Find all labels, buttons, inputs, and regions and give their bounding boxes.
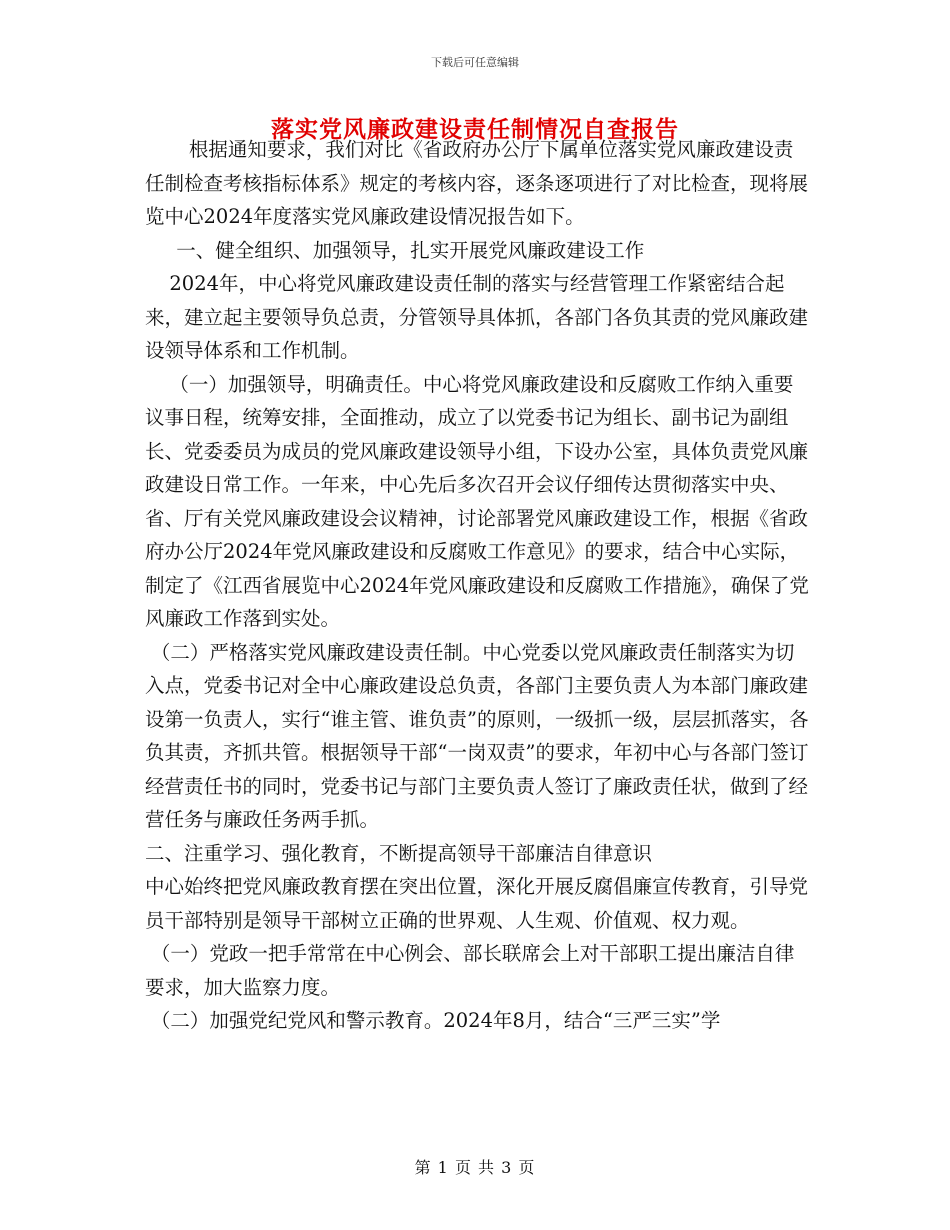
section-heading-2: 二、注重学习、强化教育，不断提高领导干部廉洁自律意识 <box>145 841 653 865</box>
paragraph-section-2: 中心始终把党风廉政教育摆在突出位置，深化开展反腐倡廉宣传教育，引导党员干部特别是领导干部树立正确的世界观、人生观、价值观、权力观。 <box>145 875 809 932</box>
document-body <box>145 133 810 1038</box>
paragraph-intro: 根据通知要求，我们对比《省政府办公厅下属单位落实党风廉政建设责任制检查考核指标体系》规定的考核内容，逐条逐项进行了对比检查，现将展览中心2024年度落实党风廉政建设情况报告如下。 <box>145 138 809 228</box>
paragraph-item-1-2: （二）严格落实党风廉政建设责任制。中心党委以党风廉政责任制落实为切入点，党委书记对全中心廉政建设总负责，各部门主要负责人为本部门廉政建设第一负责人，实行“谁主管、谁负责”的原则，一级抓一级，层层抓落实，各负其责，齐抓共管。根据领导干部“一岗双责”的要求，年初中心与各部门签订经营责任书的同时，党委书记与部门主要负责人签订了廉政责任状，做到了经营任务与廉政任务两手抓。 <box>145 640 809 831</box>
page-footer: 第 1 页 共 3 页 <box>414 1158 536 1177</box>
paragraph-item-2-2: （二）加强党纪党风和警示教育。2024年8月，结合“三严三实”学 <box>150 1009 721 1032</box>
paragraph-item-1-1: （一）加强领导，明确责任。中心将党风廉政建设和反腐败工作纳入重要议事日程，统筹安排，全面推动，成立了以党委书记为组长、副书记为副组长、党委委员为成员的党风廉政建设领导小组，下设办公室，具体负责党风廉政建设日常工作。一年来，中心先后多次召开会议仔细传达贯彻落实中央、省、厅有关党风廉政建设会议精神，讨论部署党风廉政建设工作，根据《省政府办公厅2024年党风廉政建设和反腐败工作意见》的要求，结合中心实际，制定了《江西省展览中心2024年党风廉政建设和反腐败工作措施》，确保了党风廉政工作落到实处。 <box>145 372 809 630</box>
paragraph-section-1: 2024年，中心将党风廉政建设责任制的落实与经营管理工作紧密结合起来，建立起主要领导负总责，分管领导具体抓，各部门各负其责的党风廉政建设领导体系和工作机制。 <box>145 272 809 362</box>
paragraph-item-2-1: （一）党政一把手常常在中心例会、部长联席会上对干部职工提出廉洁自律要求，加大监察力度。 <box>145 942 795 999</box>
header-note: 下载后可任意编辑 <box>431 56 519 69</box>
section-heading-1: 一、健全组织、加强领导，扎实开展党风廉政建设工作 <box>176 238 645 262</box>
document-title: 落实党风廉政建设责任制情况自查报告 <box>271 116 679 143</box>
